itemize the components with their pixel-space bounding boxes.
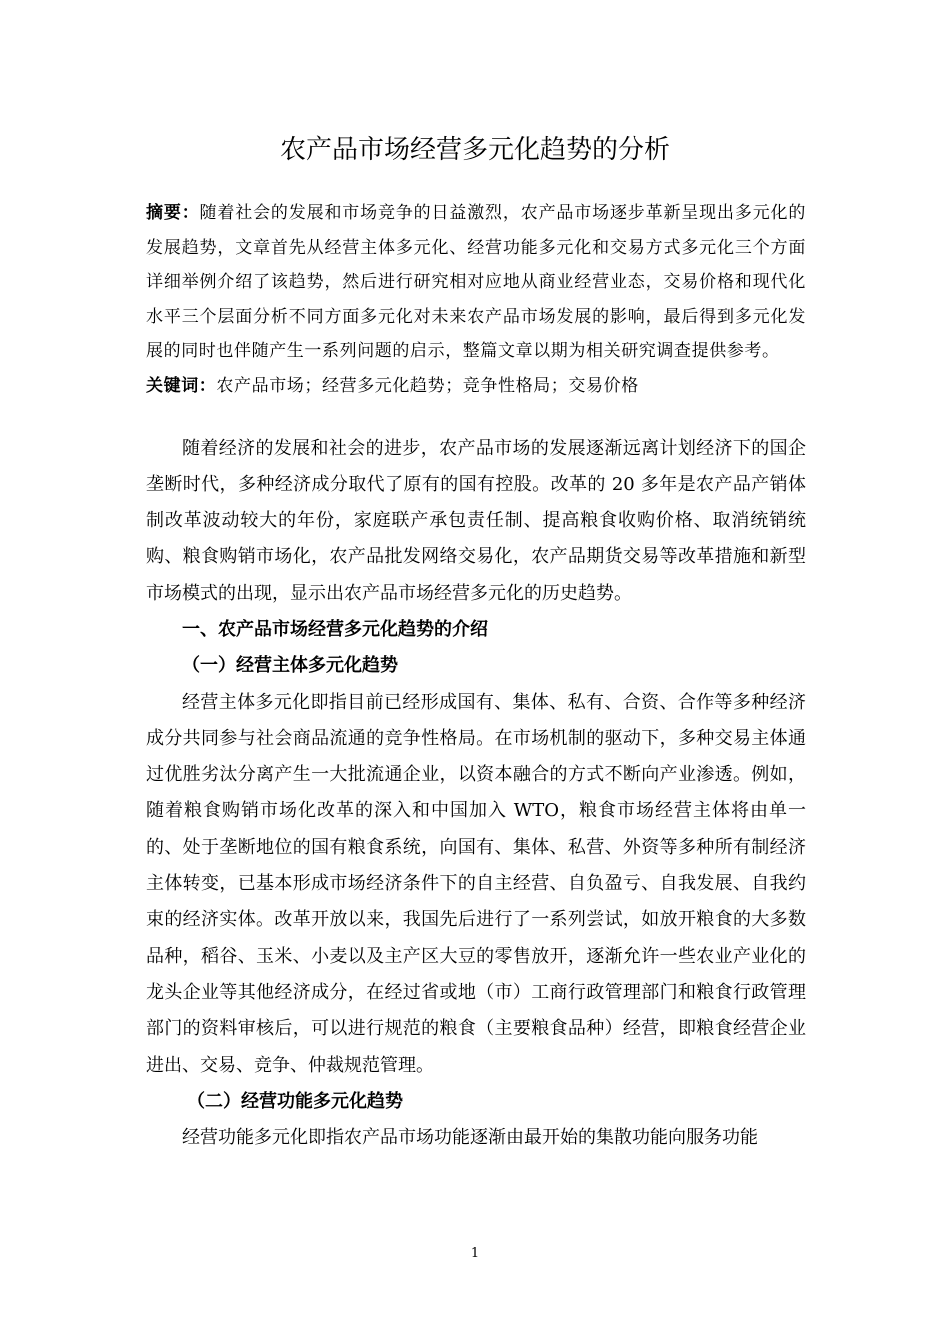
section-heading: 一、农产品市场经营多元化趋势的介绍 xyxy=(182,618,488,640)
page-number: 1 xyxy=(470,1246,480,1261)
body-paragraph: 经营主体多元化即指目前已经形成国有、集体、私有、合资、合作等多种经济成分共同参与社会商品流通的竞争性格局。在市场机制的驱动下，多种交易主体通过优胜劣汰分离产生一大批流通企业，以资本融合的方式不断向产业渗透。例如，随着粮食购销市场化改革的深入和中国加入 WTO，粮食市场经营主体将由单一的、处于垄断地位的国有粮食系统，向国有、集体、私营、外资等多种所有制经济主体转变，已基本形成市场经济条件下的自主经营、自负盈亏、自我发展、自我约束的经济实体。改革开放以来，我国先后进行了一系列尝试，如放开粮食的大多数品种，稻谷、玉米、小麦以及主产区大豆的零售放开，逐渐允许一些农业产业化的龙头企业等其他经济成分，在经过省或地（市）工商行政管理部门和粮食行政管理部门的资料审核后，可以进行规范的粮食（主要粮食品种）经营，即粮食经营企业进出、交易、竞争、仲裁规范管理。 xyxy=(146,691,806,1076)
keywords xyxy=(146,369,806,403)
document-title: 农产品市场经营多元化趋势的分析 xyxy=(279,135,670,165)
body-paragraph: 经营功能多元化即指农产品市场功能逐渐由最开始的集散功能向服务功能 xyxy=(182,1127,758,1149)
keywords-label: 关键词： xyxy=(146,375,217,396)
subsection-heading: （一）经营主体多元化趋势 xyxy=(182,655,398,677)
abstract xyxy=(146,196,806,369)
abstract-text: 随着社会的发展和市场竞争的日益激烈，农产品市场逐步革新呈现出多元化的发展趋势，文章首先从经营主体多元化、经营功能多元化和交易方式多元化三个方面详细举例介绍了该趋势，然后进行研究相对应地从商业经营业态，交易价格和现代化水平三个层面分析不同方面多元化对未来农产品市场发展的影响，最后得到多元化发展的同时也伴随产生一系列问题的启示，整篇文章以期为相关研究调查提供参考。 xyxy=(146,203,806,361)
abstract-label: 摘要： xyxy=(146,203,200,223)
subsection-heading: （二）经营功能多元化趋势 xyxy=(187,1090,403,1112)
keywords-text: 农产品市场；经营多元化趋势；竞争性格局；交易价格 xyxy=(216,375,639,396)
intro-paragraph: 随着经济的发展和社会的进步，农产品市场的发展逐渐远离计划经济下的国企垄断时代，多种经济成分取代了原有的国有控股。改革的 20 多年是农产品产销体制改革波动较大的年份，家庭联产承包责任制、提高粮食收购价格、取消统销统购、粮食购销市场化，农产品批发网络交易化，农产品期货交易等改革措施和新型市场模式的出现，显示出农产品市场经营多元化的历史趋势。 xyxy=(146,437,806,604)
section-spacer xyxy=(146,403,806,431)
document-body xyxy=(146,196,806,1156)
